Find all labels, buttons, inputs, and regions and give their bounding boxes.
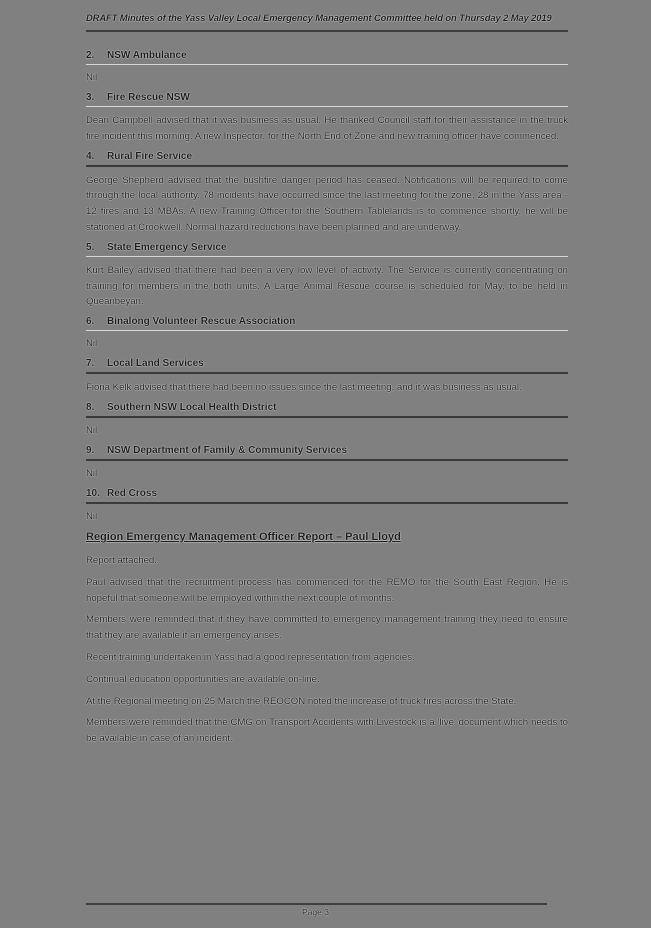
section-number: 9. <box>86 444 95 456</box>
remo-report-title: Region Emergency Management Officer Report – Paul Lloyd <box>86 530 401 543</box>
header-rule <box>86 30 568 32</box>
section-heading-rural-fire <box>86 151 568 167</box>
section-number: 3. <box>86 92 95 103</box>
section-paragraph: George Shepherd advised that the bushfire danger period has ceased. Notifications will be required to come through the local authority. 78 incidents have occurred since the last meeting for the zone, 28 in the Yass area - 12 fires and 13 MBAs. A new Training Officer for the Southern Tablelands is to commence shortly, he will be stationed at Crookwell. Normal hazard reductions have been planned and are underway. <box>86 174 568 233</box>
section-number: 5. <box>86 241 95 253</box>
section-number: 8. <box>86 401 95 413</box>
section-heading-health-district <box>86 402 568 418</box>
section-heading-ambulance <box>86 50 568 65</box>
document-body <box>86 50 568 753</box>
document-header: DRAFT Minutes of the Yass Valley Local Emergency Management Committee held on Thursday 2 May 2019 <box>86 12 552 23</box>
section-title: Red Cross <box>107 487 158 499</box>
section-heading-red-cross <box>86 488 568 504</box>
section-title: NSW Ambulance <box>107 50 187 61</box>
section-title: Fire Rescue NSW <box>107 92 190 103</box>
section-title: Local Land Services <box>107 358 204 370</box>
section-title: Southern NSW Local Health District <box>107 401 277 413</box>
remo-paragraph: Paul advised that the recruitment process has commenced for the REMO for the South East Region. He is hopeful that someone will be employed within the next couple of months. <box>86 576 568 604</box>
section-number: 2. <box>86 50 95 61</box>
section-number: 4. <box>86 150 95 162</box>
section-paragraph: Dean Campbell advised that it was business as usual. He thanked Council staff for their assistance in the truck fire incident this morning. A new Inspector, for the North End of Zone and new training officer have commenced. <box>86 115 568 142</box>
section-paragraph: Kurt Bailey advised that there had been a very low level of activity. The Service is currently concentrating on training for members in the both units. A Large Animal Rescue course is scheduled for May, to be held in Queanbeyan. <box>86 264 568 308</box>
section-number: 10. <box>86 487 100 499</box>
section-text-nil: Nil <box>86 424 98 436</box>
remo-paragraph: Recent training undertaken in Yass had a good representation from agencies. <box>86 651 415 663</box>
remo-paragraph: At the Regional meeting on 25 March the REOCON noted the increase of truck fires across the State. <box>86 695 517 707</box>
section-number: 6. <box>86 316 95 328</box>
section-number: 7. <box>86 358 95 370</box>
section-heading-binalong-vra <box>86 316 568 331</box>
section-heading-ses <box>86 242 568 257</box>
remo-paragraph: Members were reminded that if they have committed to emergency management training they need to ensure that they are available if an emergency arises. <box>86 614 568 642</box>
section-text-nil: Nil <box>86 510 98 522</box>
remo-paragraph: Report attached. <box>86 554 157 566</box>
remo-paragraph: Members were reminded that the CMG on Transport Accidents with Livestock is a ‘live’ document which needs to be available in case of an incident. <box>86 717 568 745</box>
page-number: Page 3 <box>302 907 329 917</box>
section-title: NSW Department of Family & Community Services <box>107 444 348 456</box>
section-heading-fire-rescue <box>86 92 568 107</box>
section-text-nil: Nil <box>86 338 98 350</box>
section-paragraph: Fiona Kelk advised that there had been no issues since the last meeting, and it was business as usual. <box>86 382 522 394</box>
section-heading-local-land-services <box>86 358 568 374</box>
section-title: Binalong Volunteer Rescue Association <box>107 316 296 328</box>
section-text-nil: Nil <box>86 467 98 479</box>
section-title: State Emergency Service <box>107 241 227 253</box>
remo-paragraph: Continual education opportunities are available on-line. <box>86 673 320 685</box>
section-title: Rural Fire Service <box>107 150 193 162</box>
footer-rule <box>86 903 547 905</box>
section-text-nil: Nil <box>86 72 98 83</box>
section-heading-facs <box>86 445 568 461</box>
